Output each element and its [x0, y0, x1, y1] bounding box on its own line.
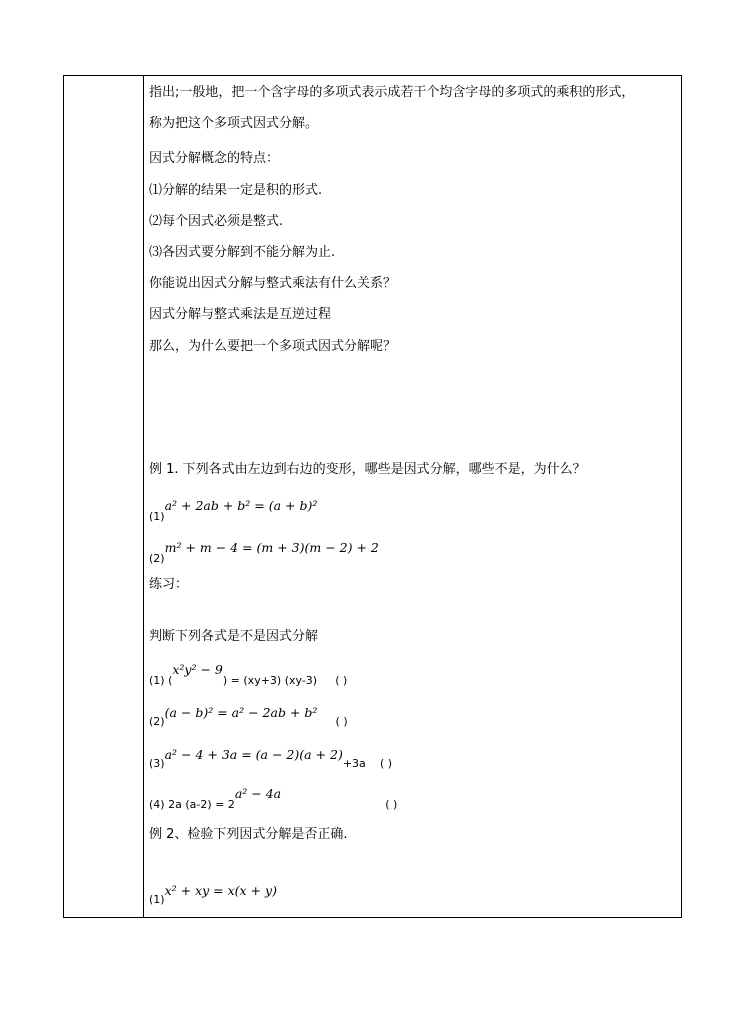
example-2-title: 例 2、检验下列因式分解是否正确.: [149, 827, 348, 842]
definition-line-2: 称为把这个多项式因式分解。: [149, 116, 319, 131]
column-divider: [143, 76, 144, 917]
feature-item-1: ⑴分解的结果一定是积的形式.: [149, 183, 323, 198]
formula: a² − 4a: [234, 786, 282, 801]
question-1: 你能说出因式分解与整式乘法有什么关系？: [149, 276, 397, 291]
item-label: (1): [149, 510, 165, 523]
item-label: (2): [149, 715, 165, 728]
question-2: 那么，为什么要把一个多项式因式分解呢？: [149, 339, 397, 354]
practice-item-2: [149, 704, 348, 728]
item-label: (1): [149, 893, 165, 906]
example-2-item-1: [149, 882, 277, 906]
item-label: (3): [149, 757, 165, 770]
practice-item-3: [149, 746, 393, 770]
answer-blank[interactable]: ( ): [385, 798, 398, 811]
formula: x²y² − 9: [172, 662, 223, 677]
example-1-item-1: [149, 497, 318, 523]
feature-item-2: ⑵每个因式必须是整式.: [149, 214, 284, 229]
formula: m² + m − 4 = (m + 3)(m − 2) + 2: [164, 540, 379, 555]
formula: x² + xy = x(x + y): [164, 883, 277, 898]
formula: (a − b)² = a² − 2ab + b²: [164, 705, 318, 720]
answer-1: 因式分解与整式乘法是互逆过程: [149, 307, 332, 322]
practice-item-4: [149, 786, 398, 811]
answer-blank[interactable]: ( ): [335, 674, 348, 687]
formula-rest: +3a: [342, 757, 366, 770]
item-label: (1) (: [149, 674, 173, 687]
formula: a² + 2ab + b² = (a + b)²: [164, 498, 318, 513]
answer-blank[interactable]: ( ): [335, 715, 348, 728]
example-1-title: 例 1. 下列各式由左边到右边的变形，哪些是因式分解，哪些不是，为什么？: [149, 462, 586, 477]
feature-item-3: ⑶各因式要分解到不能分解为止.: [149, 245, 336, 260]
definition-line-1: 指出;一般地，把一个含字母的多项式表示成若干个均含字母的多项式的乘积的形式，: [149, 85, 635, 100]
formula-rest: ) = (xy+3) (xy-3): [222, 674, 318, 687]
answer-blank[interactable]: ( ): [379, 757, 393, 770]
example-1-item-2: [149, 539, 379, 565]
item-label: (4) 2a (a-2) = 2: [149, 798, 235, 811]
practice-subtitle: 判断下列各式是不是因式分解: [149, 629, 319, 644]
features-title: 因式分解概念的特点：: [149, 151, 280, 166]
formula: a² − 4 + 3a = (a − 2)(a + 2): [164, 747, 343, 762]
item-label: (2): [149, 552, 165, 565]
practice-item-1: [149, 662, 348, 687]
practice-title: 练习：: [149, 577, 189, 592]
